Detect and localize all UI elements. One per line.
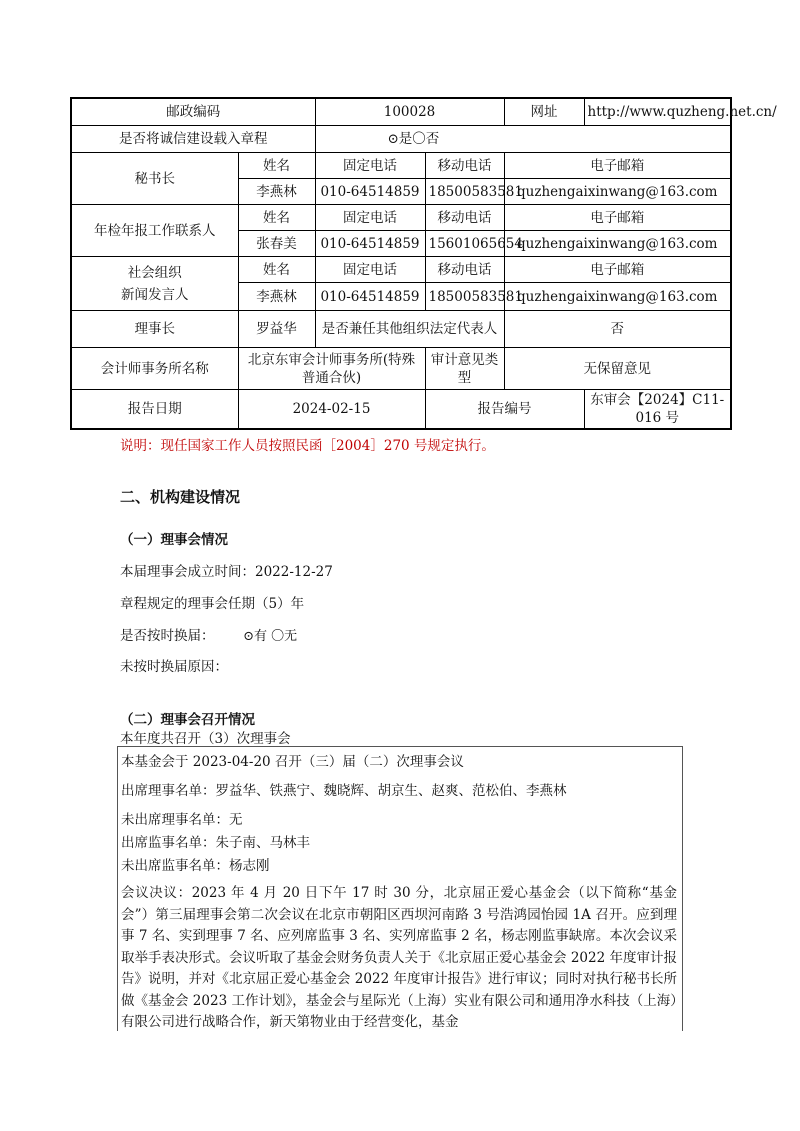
on-time-label: 是否按时换届：: [120, 628, 215, 644]
year-contact-mobile: 15601065654: [425, 231, 504, 257]
report-date-value: 2024-02-15: [238, 390, 425, 430]
col-phone: 固定电话: [315, 257, 425, 283]
col-email: 电子邮箱: [504, 257, 731, 283]
col-name: 姓名: [238, 153, 315, 179]
col-mobile: 移动电话: [425, 257, 504, 283]
absent-supervisors: 未出席监事名单：杨志刚: [121, 858, 270, 874]
secretary-phone: 010-64514859: [315, 179, 425, 205]
present-supervisors: 出席监事名单：朱子南、马林丰: [121, 835, 310, 851]
col-mobile: 移动电话: [425, 153, 504, 179]
opinion-type-value: 无保留意见: [504, 348, 731, 390]
report-date-label: 报告日期: [71, 390, 238, 430]
secretary-name: 李燕林: [238, 179, 315, 205]
postcode-value: 100028: [315, 98, 504, 126]
secretary-label: 秘书长: [71, 153, 238, 205]
concurrent-label: 是否兼任其他组织法定代表人: [315, 311, 504, 348]
postcode-label: 邮政编码: [71, 98, 315, 126]
spokesperson-email: quzhengaixinwang@163.com: [504, 283, 731, 311]
meetings-subtitle: （二）理事会召开情况: [120, 712, 255, 728]
meeting-resolution: 会议决议：2023 年 4 月 20 日下午 17 时 30 分，北京屈正爱心基金会（以下简称“基金会”）第三届理事会第二次会议在北京市朝阳区西坝河南路 3 号浩鸿园怡园 1A 召开。应到理事 7 名、实到理事 7 名、应列席监事 3 名、实列席监事 2 名，杨志刚监事缺席。本次会议采取举手表决形式。会议听取了基金会财务负责人关于《北京屈正爱心基金会 2022 年度审计报告》说明，并对《北京屈正爱心基金会 2022 年度审计报告》进行审议；同时对执行秘书长所做《基金会 2023 工作计划》，基金会与星际光（上海）实业有限公司和通用净水科技（上海）有限公司进行战略合作，新天第物业由于经营变化，基金: [121, 885, 677, 1030]
board-term: 章程规定的理事会任期（5）年: [120, 596, 305, 612]
col-email: 电子邮箱: [504, 153, 731, 179]
col-name: 姓名: [238, 205, 315, 231]
firm-label: 会计师事务所名称: [71, 348, 238, 390]
absent-directors: 未出席理事名单：无: [121, 812, 243, 828]
meeting-record-box: [117, 746, 683, 1031]
report-no-label: 报告编号: [425, 390, 584, 430]
col-name: 姓名: [238, 257, 315, 283]
col-phone: 固定电话: [315, 205, 425, 231]
year-contact-name: 张春美: [238, 231, 315, 257]
integrity-value: ⊙是〇否: [315, 126, 731, 153]
spokesperson-phone: 010-64514859: [315, 283, 425, 311]
spokesperson-mobile: 18500583581: [425, 283, 504, 311]
year-contact-label: 年检年报工作联系人: [71, 205, 238, 257]
meetings-count: 本年度共召开（3）次理事会: [120, 731, 291, 747]
note-text: 说明：现任国家工作人员按照民函［2004］270 号规定执行。: [120, 438, 495, 454]
section-title: 二、机构建设情况: [120, 488, 241, 506]
integrity-label: 是否将诚信建设载入章程: [71, 126, 315, 153]
col-mobile: 移动电话: [425, 205, 504, 231]
year-contact-email: quzhengaixinwang@163.com: [504, 231, 731, 257]
col-phone: 固定电话: [315, 153, 425, 179]
board-established: 本届理事会成立时间：2022-12-27: [120, 564, 333, 580]
col-email: 电子邮箱: [504, 205, 731, 231]
website-label: 网址: [504, 98, 584, 126]
concurrent-value: 否: [504, 311, 731, 348]
board-subtitle: （一）理事会情况: [120, 532, 228, 548]
chairman-label: 理事长: [71, 311, 238, 348]
present-directors: 出席理事名单：罗益华、铁燕宁、魏晓辉、胡京生、赵爽、范松伯、李燕林: [121, 783, 567, 799]
spokesperson-name: 李燕林: [238, 283, 315, 311]
website-value: http://www.quzheng.net.cn/: [584, 98, 731, 126]
secretary-email: quzhengaixinwang@163.com: [504, 179, 731, 205]
not-on-time-reason: 未按时换届原因：: [120, 659, 228, 675]
firm-value: 北京东审会计师事务所(特殊普通合伙): [238, 348, 425, 390]
year-contact-phone: 010-64514859: [315, 231, 425, 257]
org-info-table: [70, 97, 777, 430]
on-time-row: [120, 624, 297, 644]
chairman-value: 罗益华: [238, 311, 315, 348]
opinion-type-label: 审计意见类型: [425, 348, 504, 390]
spokesperson-label: 社会组织 新闻发言人: [71, 257, 238, 311]
report-no-value: 东审会【2024】C11-016 号: [584, 390, 731, 430]
meeting-title: 本基金会于 2023-04-20 召开（三）届（二）次理事会议: [121, 754, 464, 770]
on-time-radio: ⊙有 〇无: [243, 629, 298, 644]
secretary-mobile: 18500583581: [425, 179, 504, 205]
